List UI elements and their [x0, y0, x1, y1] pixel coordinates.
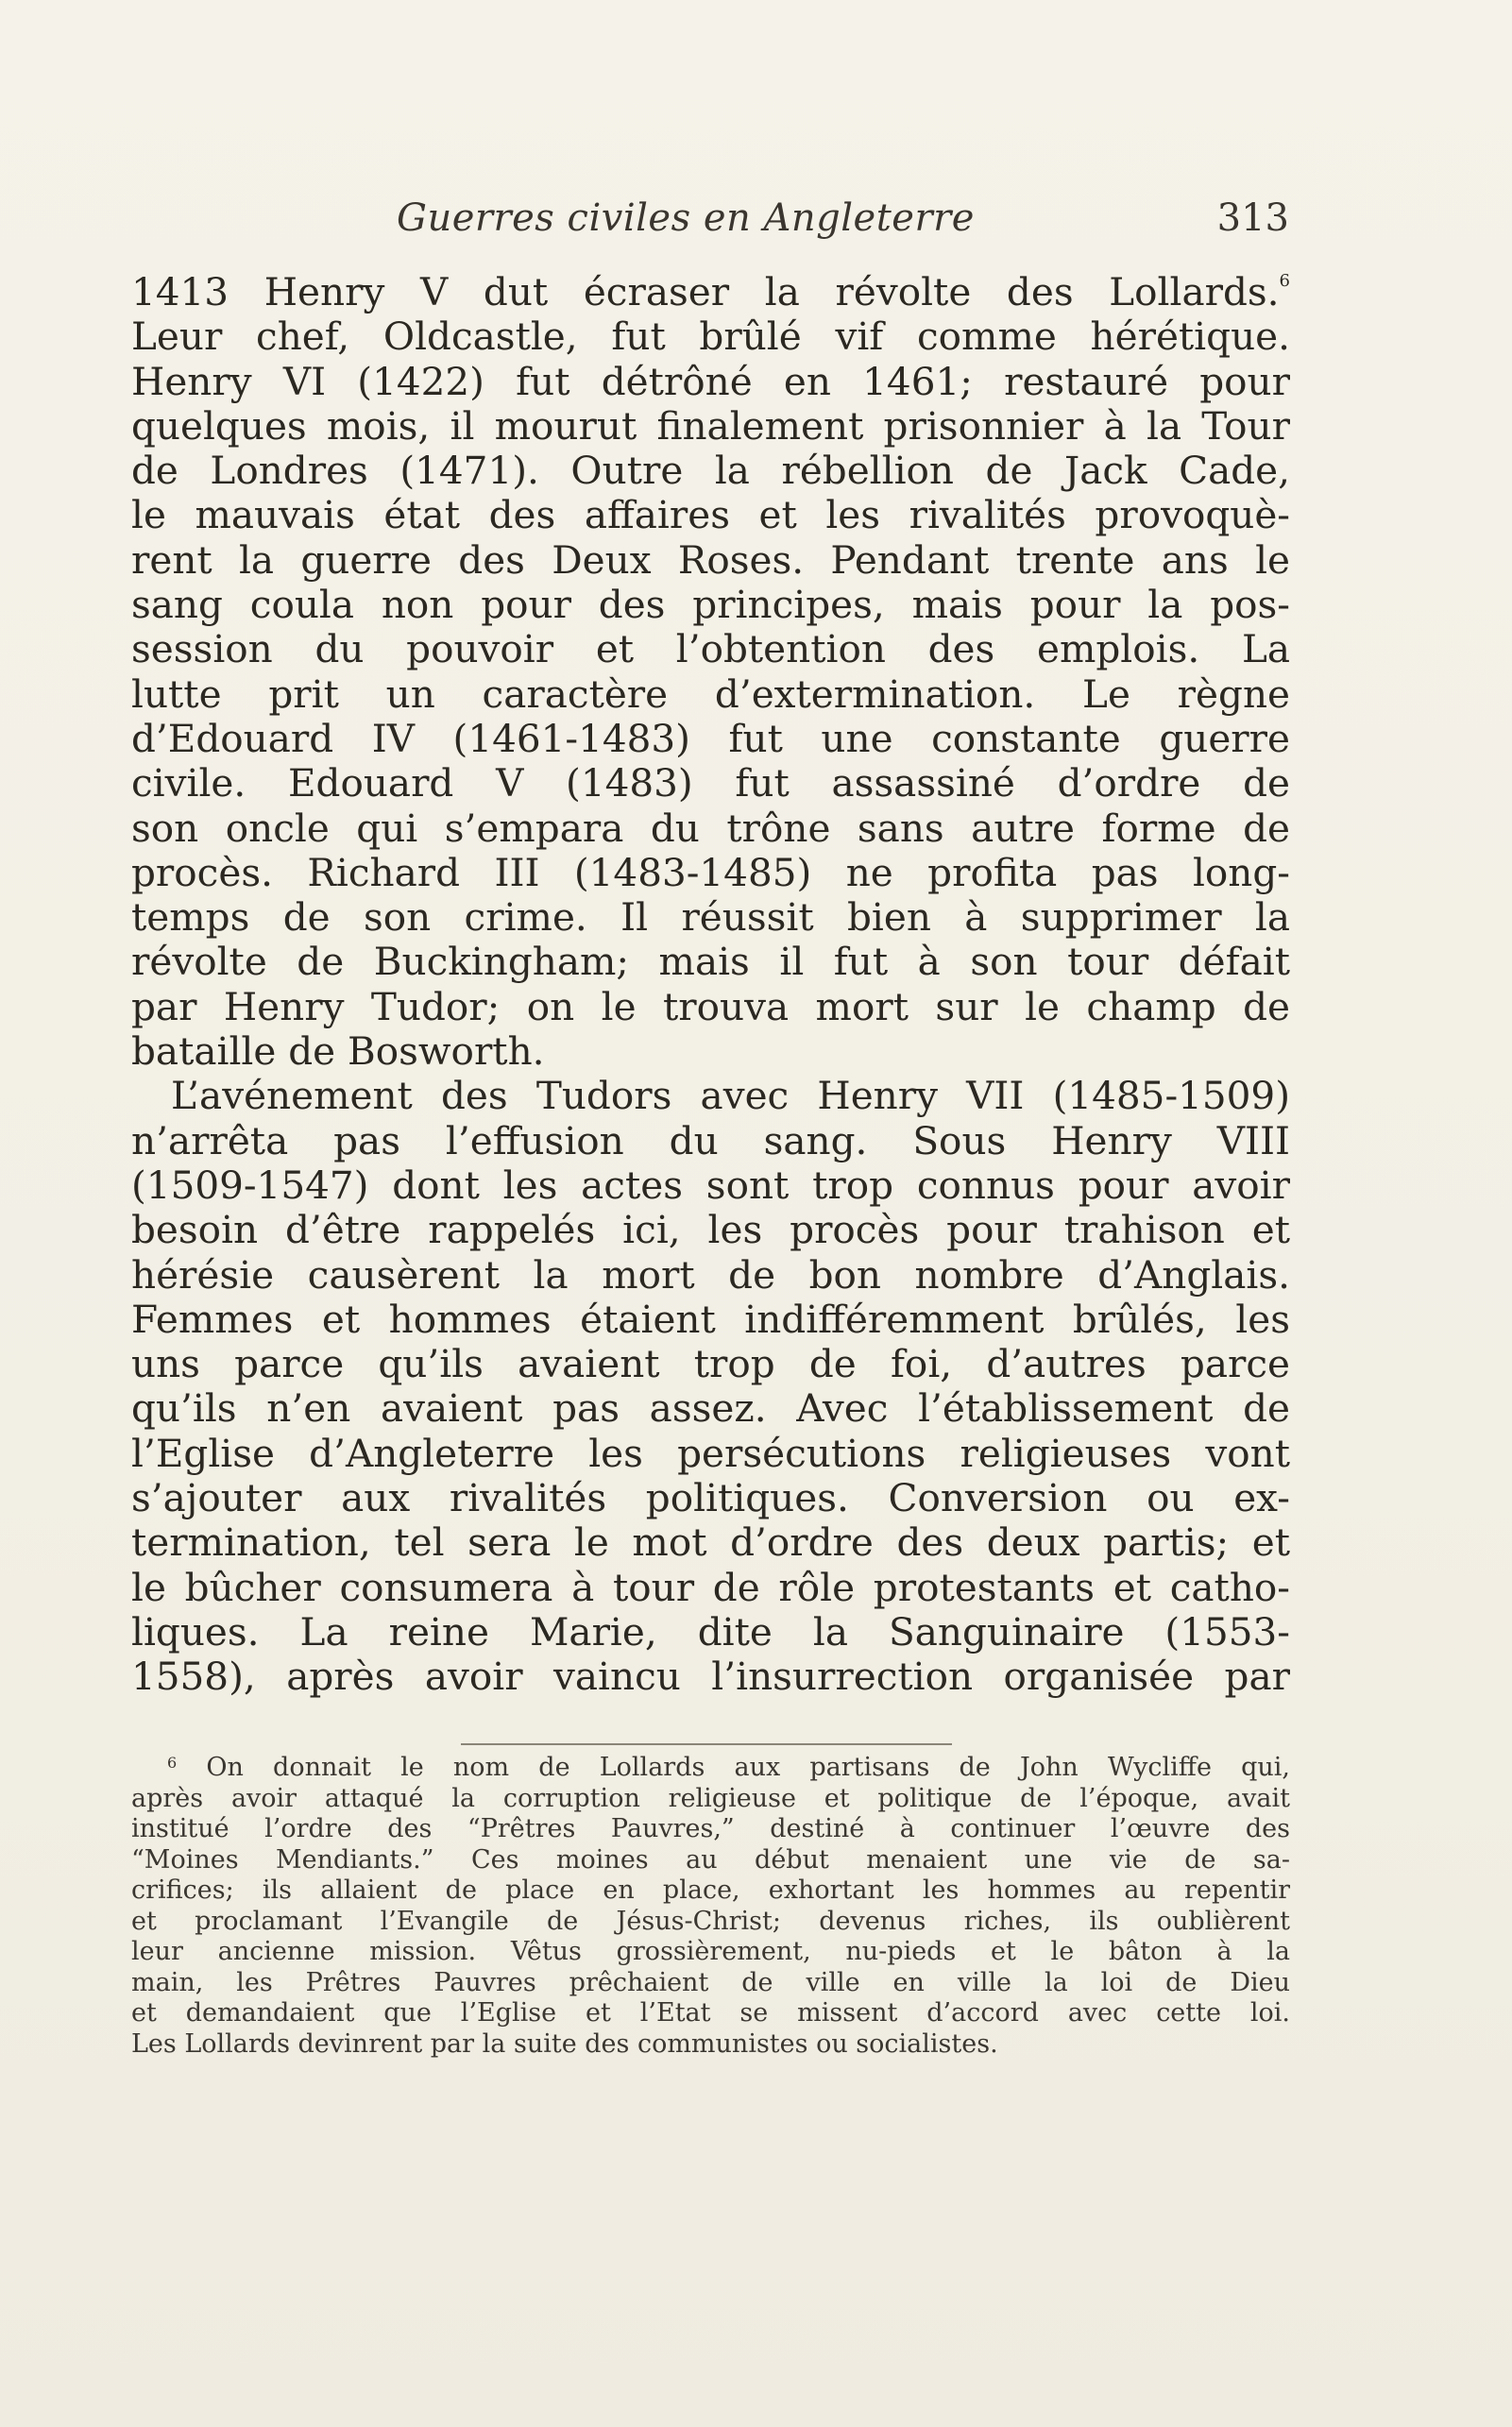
text-line: lutte prit un caractère d’extermination. Le règne: [131, 670, 1290, 717]
text-line: 1558), après avoir vaincu l’insurrection organisée par: [131, 1654, 1290, 1700]
text-line: s’ajouter aux rivalités politiques. Conversion ou ex-: [131, 1475, 1290, 1521]
footnote-line: institué l’ordre des “Prêtres Pauvres,” destiné à continuer l’œuvre des: [131, 1814, 1290, 1843]
text-line: 1413 Henry V dut écraser la révolte des Lollards.$^6$: [131, 269, 1290, 314]
text-line: hérésie causèrent la mort de bon nombre d’Anglais.: [131, 1251, 1290, 1298]
text-line: Henry VI (1422) fut détrôné en 1461; restauré pour: [131, 358, 1290, 404]
page-header: [132, 196, 1289, 253]
text-line: civile. Edouard V (1483) fut assassiné d’ordre de: [131, 760, 1290, 806]
footnote-line: leur ancienne mission. Vêtus grossièrement, nu-pieds et le bâton à la: [131, 1937, 1290, 1966]
footnote-line: et proclamant l’Evangile de Jésus-Christ; devenus riches, ils oublièrent: [131, 1906, 1290, 1936]
text-line: révolte de Buckingham; mais il fut à son tour défait: [131, 939, 1290, 985]
text-line: de Londres (1471). Outre la rébellion de Jack Cade,: [131, 448, 1290, 494]
text-line: son oncle qui s’empara du trône sans autre forme de: [131, 805, 1290, 851]
text-line: n’arrêta pas l’effusion du sang. Sous Henry VIII: [131, 1117, 1290, 1163]
footnote-divider: [461, 1743, 952, 1745]
text-line: Leur chef, Oldcastle, fut brûlé vif comme hérétique.: [131, 314, 1290, 360]
text-line: quelques mois, il mourut finalement prisonnier à la Tour: [131, 402, 1290, 449]
text-line: sang coula non pour des principes, mais pour la pos-: [131, 582, 1290, 628]
text-line: bataille de Bosworth.: [131, 1028, 545, 1075]
text-line-paragraph-start: L’avénement des Tudors avec Henry VII (1485-1509): [171, 1073, 1290, 1119]
text-line: rent la guerre des Deux Roses. Pendant trente ans le: [131, 536, 1290, 583]
text-line: le bûcher consumera à tour de rôle protestants et catho-: [131, 1564, 1290, 1610]
body-text: [131, 270, 1290, 1700]
text-line: besoin d’être rappelés ici, les procès pour trahison et: [131, 1207, 1290, 1253]
text-line: par Henry Tudor; on le trouva mort sur le champ de: [131, 983, 1290, 1029]
text-line: (1509-1547) dont les actes sont trop connus pour avoir: [131, 1162, 1290, 1208]
text-line: termination, tel sera le mot d’ordre des deux partis; et: [131, 1519, 1290, 1566]
text-line: procès. Richard III (1483-1485) ne profita pas long-: [131, 849, 1290, 895]
text-line: le mauvais état des affaires et les rivalités provoquè-: [131, 492, 1290, 538]
text-line: qu’ils n’en avaient pas assez. Avec l’établissement de: [131, 1385, 1290, 1432]
footnote-line: après avoir attaqué la corruption religieuse et politique de l’époque, avait: [131, 1783, 1290, 1813]
footnote-line: $^6$ On donnait le nom de Lollards aux partisans de John Wycliffe qui,: [167, 1753, 1290, 1782]
text-line: d’Edouard IV (1461-1483) fut une constante guerre: [131, 715, 1290, 761]
text-line: l’Eglise d’Angleterre les persécutions religieuses vont: [131, 1430, 1290, 1476]
footnote-line: crifices; ils allaient de place en place, exhortant les hommes au repentir: [131, 1875, 1290, 1905]
page-number: 313: [1216, 196, 1289, 240]
text-line: temps de son crime. Il réussit bien à supprimer la: [131, 894, 1290, 941]
text-line: Femmes et hommes étaient indifféremment brûlés, les: [131, 1296, 1290, 1342]
text-line: uns parce qu’ils avaient trop de foi, d’autres parce: [131, 1341, 1290, 1387]
running-title: Guerres civiles en Angleterre: [397, 196, 975, 240]
footnote-line: main, les Prêtres Pauvres prêchaient de ville en ville la loi de Dieu: [131, 1967, 1290, 1997]
footnote-line: et demandaient que l’Eglise et l’Etat se missent d’accord avec cette loi.: [131, 1998, 1290, 2028]
footnote-reference: 6: [1279, 271, 1290, 291]
text-line: session du pouvoir et l’obtention des emplois. La: [131, 626, 1290, 672]
text-line: liques. La reine Marie, dite la Sanguinaire (1553-: [131, 1608, 1290, 1655]
footnote-marker: 6: [167, 1754, 178, 1772]
footnote-line: “Moines Mendiants.” Ces moines au début menaient une vie de sa-: [131, 1844, 1290, 1875]
footnote-line: Les Lollards devinrent par la suite des communistes ou socialistes.: [131, 2028, 998, 2059]
footnote: [131, 1753, 1290, 2060]
